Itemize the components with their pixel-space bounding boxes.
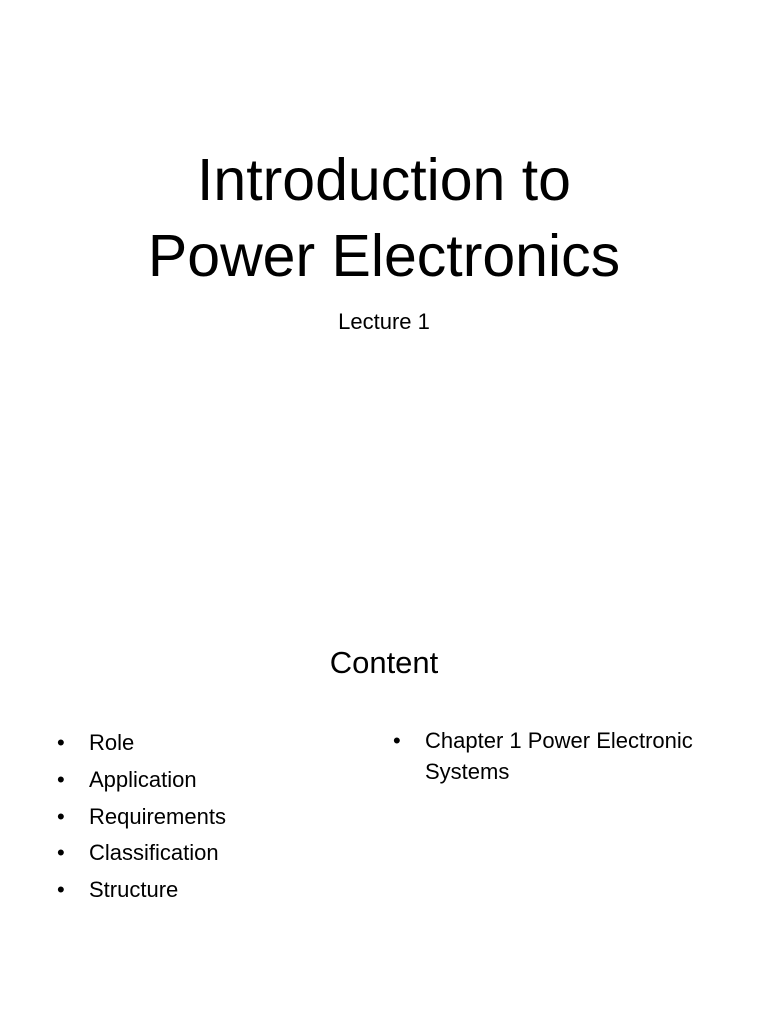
bullet-icon: • (393, 728, 401, 753)
bullet-icon: • (57, 803, 65, 829)
list-item-label: Classification (89, 840, 219, 866)
list-item (57, 725, 357, 762)
bullet-icon: • (57, 730, 65, 755)
list-item (57, 799, 357, 836)
content-heading: Content (329, 645, 439, 680)
bullet-icon: • (57, 877, 65, 903)
list-item (57, 835, 357, 872)
list-item-label: Role (89, 730, 135, 755)
slide-subtitle: Lecture 1 (338, 309, 430, 334)
bullet-icon: • (57, 766, 65, 792)
list-item (57, 762, 357, 799)
right-bullet-list (393, 725, 723, 787)
list-item-label: Chapter 1 Power Electronic Systems (425, 728, 693, 784)
list-item-label: Requirements (89, 803, 226, 829)
list-item (393, 725, 723, 787)
list-item (57, 872, 357, 909)
title-line-2: Power Electronics (147, 223, 621, 289)
bullet-icon: • (57, 840, 65, 866)
slide-title-heading (0, 142, 768, 294)
title-line-1: Introduction to (197, 147, 571, 213)
list-item-label: Application (89, 766, 197, 792)
left-bullet-list (57, 725, 357, 909)
slide-content (0, 512, 768, 1024)
list-item-label: Structure (89, 877, 179, 903)
